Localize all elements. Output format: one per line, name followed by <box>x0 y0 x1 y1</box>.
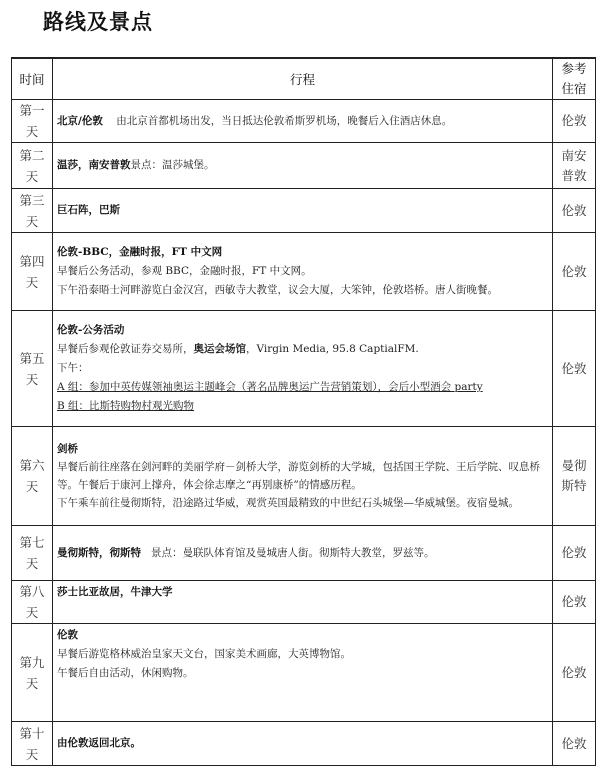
header-itinerary: 行程 <box>53 58 553 100</box>
group-a-line: A 组：参加中英传媒领袖奥运主题峰会（著名品牌奥运广告营销策划），会后小型酒会 party <box>57 381 483 393</box>
trip-destination: 剑桥 <box>57 443 78 455</box>
day-cell <box>12 100 53 143</box>
day-label: 第三 <box>19 192 45 208</box>
hotel-label: 伦敦 <box>561 202 587 218</box>
trip-line: 下午： <box>57 362 89 374</box>
trip-destination: 由伦敦返回北京。 <box>57 737 141 749</box>
day-label-suffix: 天 <box>25 371 39 387</box>
trip-destination: 莎士比亚故居，牛津大学 <box>57 586 173 598</box>
day-cell <box>12 143 53 189</box>
trip-text: 景点：曼联队体育馆及曼城唐人街。彻斯特大教堂，罗兹等。 <box>151 546 435 559</box>
trip-cell <box>53 311 553 427</box>
day-cell <box>12 189 53 233</box>
hotel-cell <box>553 624 596 722</box>
table-row <box>12 526 596 581</box>
trip-line-end: ，Virgin Media, 95.8 CaptialFM. <box>246 343 419 355</box>
hotel-label: 伦敦 <box>561 594 587 609</box>
hotel-label: 伦敦 <box>561 545 587 560</box>
trip-line-start: 早餐后参观伦敦证券交易所， <box>57 343 194 355</box>
day-cell <box>12 624 53 722</box>
trip-line: 早餐后公务活动，参观 BBC，金融时报，FT 中文网。 <box>57 265 312 277</box>
table-row <box>12 427 596 526</box>
header-hotel-line2: 住宿 <box>561 81 587 96</box>
day-cell <box>12 526 53 581</box>
day-label-suffix: 天 <box>25 605 39 620</box>
trip-text: 景点：温莎城堡。 <box>130 159 215 171</box>
trip-cell <box>53 143 553 189</box>
day-label: 第五 <box>19 350 45 366</box>
trip-cell <box>53 233 553 311</box>
hotel-cell <box>553 526 596 581</box>
hotel-label: 普敦 <box>561 167 587 183</box>
table-row <box>12 624 596 722</box>
olympic-venue-text: 奥运会场馆 <box>193 343 246 355</box>
trip-text: 由北京首都机场出发，当日抵达伦敦希斯罗机场，晚餐后入住酒店休息。 <box>116 114 453 127</box>
day-label: 第七 <box>19 535 45 550</box>
table-row <box>12 189 596 233</box>
header-hotel-line1: 参考 <box>561 61 587 76</box>
page-title: 路线及景点 <box>43 10 153 34</box>
trip-cell <box>53 581 553 624</box>
trip-destination: 温莎，南安普敦 <box>57 159 131 171</box>
day-cell <box>12 233 53 311</box>
table-header-row <box>12 58 596 100</box>
day-label: 第六 <box>19 458 45 473</box>
trip-line: 下午沿泰晤士河畔游览白金汉宫，西敏寺大教堂，议会大厦，大笨钟，伦敦塔桥。唐人街晚餐。 <box>57 284 498 296</box>
day-cell <box>12 311 53 427</box>
day-label: 第八 <box>19 584 45 599</box>
hotel-label: 伦敦 <box>561 664 587 680</box>
day-label-suffix: 天 <box>25 479 39 494</box>
trip-cell <box>53 100 553 143</box>
day-label: 第四 <box>19 253 45 269</box>
group-b-line: B 组：比斯特购物村观光购物 <box>57 400 195 412</box>
hotel-label: 伦敦 <box>561 360 587 376</box>
trip-cell <box>53 526 553 581</box>
trip-destination: 伦敦-公务活动 <box>57 324 125 336</box>
trip-destination: 伦敦-BBC，金融时报，FT 中文网 <box>57 246 223 258</box>
hotel-label: 伦敦 <box>561 263 587 279</box>
trip-cell <box>53 189 553 233</box>
table-row <box>12 581 596 624</box>
header-day: 时间 <box>12 58 53 100</box>
hotel-label: 南安 <box>561 147 587 163</box>
hotel-cell <box>553 581 596 624</box>
day-label: 第一 <box>19 103 45 118</box>
trip-line: 早餐后游览格林威治皇家天文台，国家美术画廊，大英博物馆。 <box>57 648 351 660</box>
hotel-cell <box>553 233 596 311</box>
trip-cell <box>53 427 553 526</box>
day-label-suffix: 天 <box>25 124 39 139</box>
day-cell <box>12 722 53 766</box>
day-label: 第二 <box>19 147 45 163</box>
trip-destination: 北京/伦敦 <box>57 114 103 127</box>
day-label-suffix: 天 <box>25 746 39 762</box>
table-row <box>12 722 596 766</box>
hotel-cell <box>553 189 596 233</box>
trip-destination: 曼彻斯特，彻斯特 <box>57 546 141 559</box>
hotel-label: 伦敦 <box>561 735 587 751</box>
day-label-suffix: 天 <box>25 274 39 290</box>
day-cell <box>12 581 53 624</box>
trip-cell <box>53 722 553 766</box>
hotel-label: 伦敦 <box>561 113 587 128</box>
table-row <box>12 233 596 311</box>
trip-line: 下午乘车前往曼彻斯特，沿途路过华威，观赏英国最精致的中世纪石头城堡—华威城堡。夜宿曼城。 <box>57 497 519 509</box>
itinerary-table <box>11 57 596 766</box>
hotel-cell <box>553 427 596 526</box>
table-row <box>12 143 596 189</box>
day-label: 第十 <box>19 725 45 741</box>
hotel-cell <box>553 100 596 143</box>
day-label: 第九 <box>19 654 45 670</box>
trip-destination: 伦敦 <box>57 629 78 641</box>
table-row <box>12 311 596 427</box>
trip-destination: 巨石阵，巴斯 <box>57 204 120 216</box>
hotel-label: 斯特 <box>561 478 587 493</box>
table-row <box>12 100 596 143</box>
header-hotel <box>553 58 596 100</box>
day-label-suffix: 天 <box>25 675 39 691</box>
hotel-cell <box>553 311 596 427</box>
day-label-suffix: 天 <box>25 168 39 184</box>
trip-line: 早餐后前往座落在剑河畔的美丽学府－剑桥大学，游览剑桥的大学城，包括国王学院、王后学院、叹息桥等。午餐后于康河上撑舟，体会徐志摩之“再别康桥”的情感历程。 <box>57 461 540 491</box>
trip-line <box>57 340 548 359</box>
hotel-cell <box>553 143 596 189</box>
day-cell <box>12 427 53 526</box>
day-label-suffix: 天 <box>25 556 39 571</box>
trip-line: 午餐后自由活动，休闲购物。 <box>57 667 194 679</box>
hotel-label: 曼彻 <box>561 458 587 473</box>
day-label-suffix: 天 <box>25 213 39 229</box>
hotel-cell <box>553 722 596 766</box>
trip-cell <box>53 624 553 722</box>
